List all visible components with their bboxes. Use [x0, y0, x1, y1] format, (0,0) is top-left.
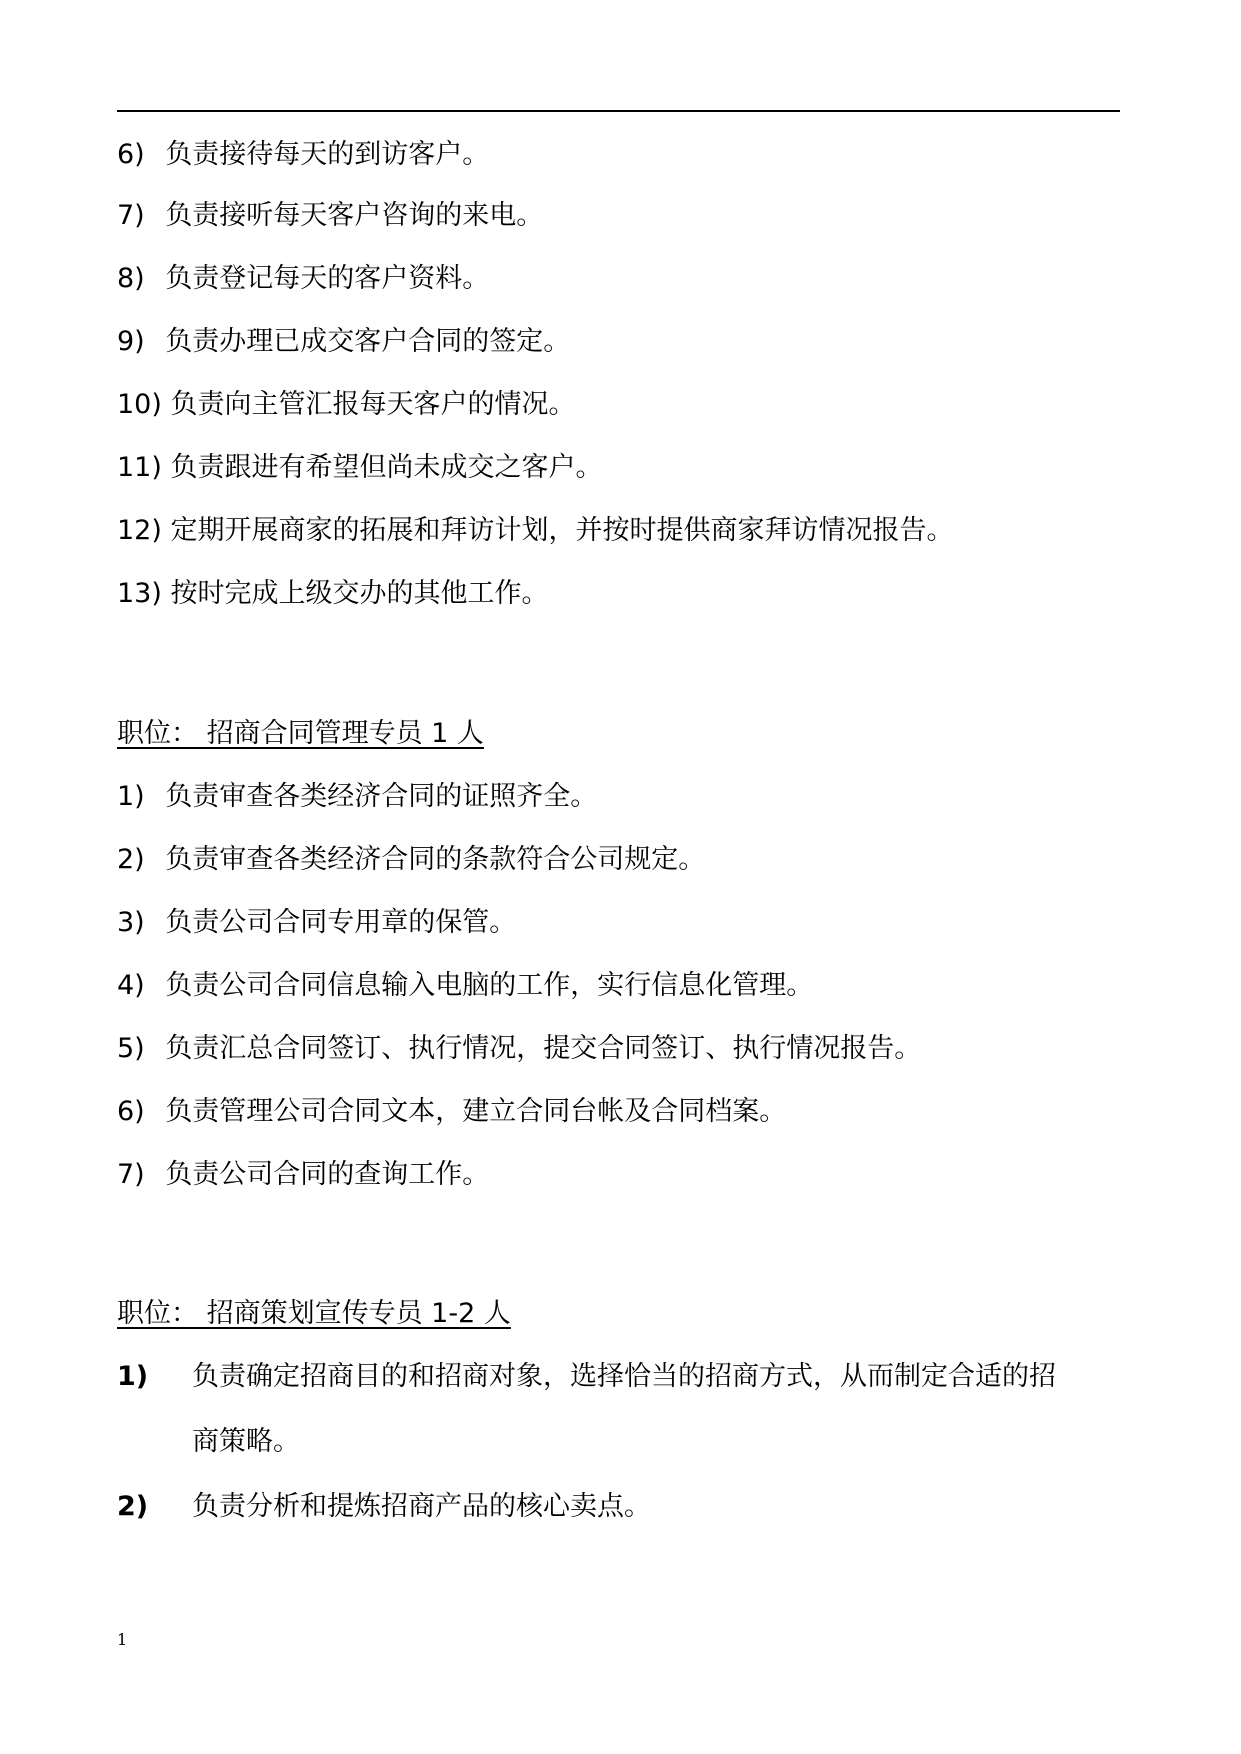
- list-item: [117, 259, 489, 299]
- list-item: [117, 574, 548, 614]
- list-item-number: 8): [117, 263, 145, 294]
- list-item-number: 10): [117, 389, 162, 420]
- section-heading-planning: 职位： 招商策划宣传专员 1-2 人: [117, 1298, 511, 1329]
- list-item-text: 负责管理公司合同文本，建立合同台帐及合同档案。: [165, 1096, 787, 1127]
- list-item-text: 负责接听每天客户咨询的来电。: [165, 200, 544, 231]
- list-item-text: 商策略。: [192, 1426, 300, 1457]
- list-item-text: 负责登记每天的客户资料。: [165, 263, 490, 294]
- list-item-text: 负责办理已成交客户合同的签定。: [165, 326, 571, 357]
- list-item: [117, 196, 543, 236]
- list-item: [117, 840, 705, 880]
- list-item: [117, 1487, 1120, 1527]
- list-item: [117, 903, 516, 943]
- list-item-text: 负责确定招商目的和招商对象，选择恰当的招商方式，从而制定合适的招: [192, 1361, 1056, 1392]
- list-item: [117, 511, 953, 551]
- list-item-number: 9): [117, 326, 145, 357]
- list-item-number: 13): [117, 578, 162, 609]
- list-item: [117, 1155, 489, 1195]
- list-item-number: 6): [117, 139, 145, 170]
- list-item-number: 12): [117, 515, 162, 546]
- list-item-text: 负责公司合同信息输入电脑的工作，实行信息化管理。: [165, 970, 814, 1001]
- list-item: [117, 1357, 1120, 1397]
- list-item-text: 负责审查各类经济合同的条款符合公司规定。: [165, 844, 706, 875]
- list-item: [117, 777, 597, 817]
- list-item-text: 负责接待每天的到访客户。: [165, 139, 490, 170]
- header-rule: [117, 110, 1120, 112]
- list-item-number: 1): [117, 781, 145, 812]
- section-heading-contract: 职位： 招商合同管理专员 1 人: [117, 718, 484, 749]
- list-item-text: 负责汇总合同签订、执行情况，提交合同签订、执行情况报告。: [165, 1033, 922, 1064]
- list-item-text: 负责审查各类经济合同的证照齐全。: [165, 781, 598, 812]
- list-item: [117, 385, 575, 425]
- list-item-number: 7): [117, 200, 145, 231]
- list-item-text: 负责公司合同的查询工作。: [165, 1159, 490, 1190]
- list-item: [117, 322, 570, 362]
- list-item-number: 11): [117, 452, 162, 483]
- page-number: 1: [117, 1630, 128, 1649]
- list-item-number: 3): [117, 907, 145, 938]
- list-item: [117, 448, 602, 488]
- list-item: [117, 966, 813, 1006]
- list-item-text: 按时完成上级交办的其他工作。: [170, 578, 549, 609]
- list-item-number: 4): [117, 970, 145, 1001]
- list-item-text: 负责公司合同专用章的保管。: [165, 907, 517, 938]
- list-item-text: 负责分析和提炼招商产品的核心卖点。: [192, 1491, 651, 1522]
- list-item-continuation: [117, 1422, 1120, 1462]
- list-item-number: 7): [117, 1159, 145, 1190]
- list-item: [117, 1092, 786, 1132]
- list-item-number: 5): [117, 1033, 145, 1064]
- list-item: [117, 1029, 921, 1069]
- list-item-number: 6): [117, 1096, 145, 1127]
- list-item-text: 负责向主管汇报每天客户的情况。: [170, 389, 576, 420]
- list-item-number: 2): [117, 844, 145, 875]
- list-item-number: 1): [117, 1361, 149, 1392]
- list-item: [117, 135, 489, 175]
- list-item-text: 定期开展商家的拓展和拜访计划，并按时提供商家拜访情况报告。: [170, 515, 954, 546]
- list-item-number: 2): [117, 1491, 149, 1522]
- list-item-text: 负责跟进有希望但尚未成交之客户。: [170, 452, 603, 483]
